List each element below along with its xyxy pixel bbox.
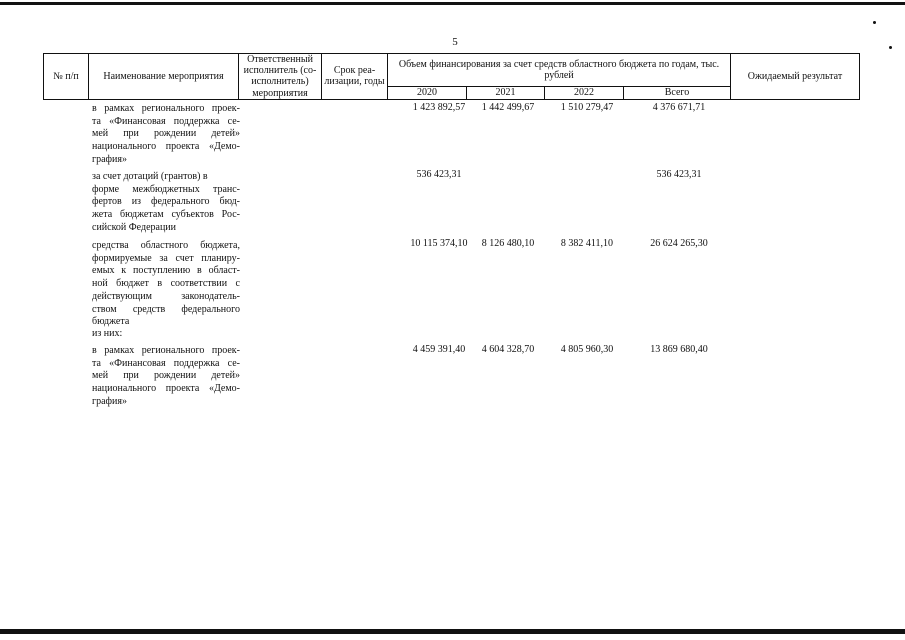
row-value-2020: 536 423,31: [416, 169, 462, 180]
row-value-2021: 1 442 499,67: [481, 102, 535, 113]
header-num: № п/п: [44, 54, 89, 100]
bottom-rule: [0, 629, 905, 634]
row-description: в рамках регионального проек- та «Финансовая поддержка се- мей при рождении детей» национального проекта «Демо- графия»: [92, 103, 240, 165]
row-value-2022: 8 382 411,10: [560, 238, 614, 249]
header-result: Ожидаемый результат: [731, 54, 860, 100]
row-value-2022: 1 510 279,47: [560, 102, 614, 113]
header-2021: 2021: [467, 87, 545, 99]
row-value-2020: 10 115 374,10: [410, 238, 468, 249]
row-value-total: 536 423,31: [656, 169, 702, 180]
row-description: за счет дотаций (грантов) в форме межбюджетных транс- фертов из федерального бюд- жета бюджетам субъектов Рос- сийской Федерации: [92, 171, 240, 233]
subheading-of-which: из них:: [92, 328, 123, 339]
row-value-2021: 8 126 480,10: [481, 238, 535, 249]
header-executor: Ответственный исполнитель (со-исполнитель) мероприятия: [239, 54, 322, 100]
header-funding: Объем финансирования за счет средств областного бюджета по годам, тыс. рублей: [388, 54, 731, 87]
page-number: 5: [452, 36, 458, 48]
header-total: Всего: [624, 87, 731, 99]
row-value-2022: 4 805 960,30: [560, 344, 614, 355]
header-term: Срок реа-лизации, годы: [322, 54, 388, 100]
row-value-2020: 4 459 391,40: [412, 344, 466, 355]
header-2020: 2020: [388, 87, 467, 99]
row-value-total: 4 376 671,71: [652, 102, 706, 113]
row-value-total: 26 624 265,30: [650, 238, 708, 249]
header-2022: 2022: [545, 87, 624, 99]
row-description: средства областного бюджета, формируемые за счет планиру- емых к поступлению в област- ной бюджет в соответствии с действующим законодатель- ством средств федерального бюджета: [92, 240, 240, 328]
row-value-2020: 1 423 892,57: [412, 102, 466, 113]
row-description: в рамках регионального проек- та «Финансовая поддержка се- мей при рождении детей» национального проекта «Демо- графия»: [92, 345, 240, 407]
row-value-2021: 4 604 328,70: [481, 344, 535, 355]
header-name: Наименование мероприятия: [89, 54, 239, 100]
row-value-total: 13 869 680,40: [650, 344, 708, 355]
